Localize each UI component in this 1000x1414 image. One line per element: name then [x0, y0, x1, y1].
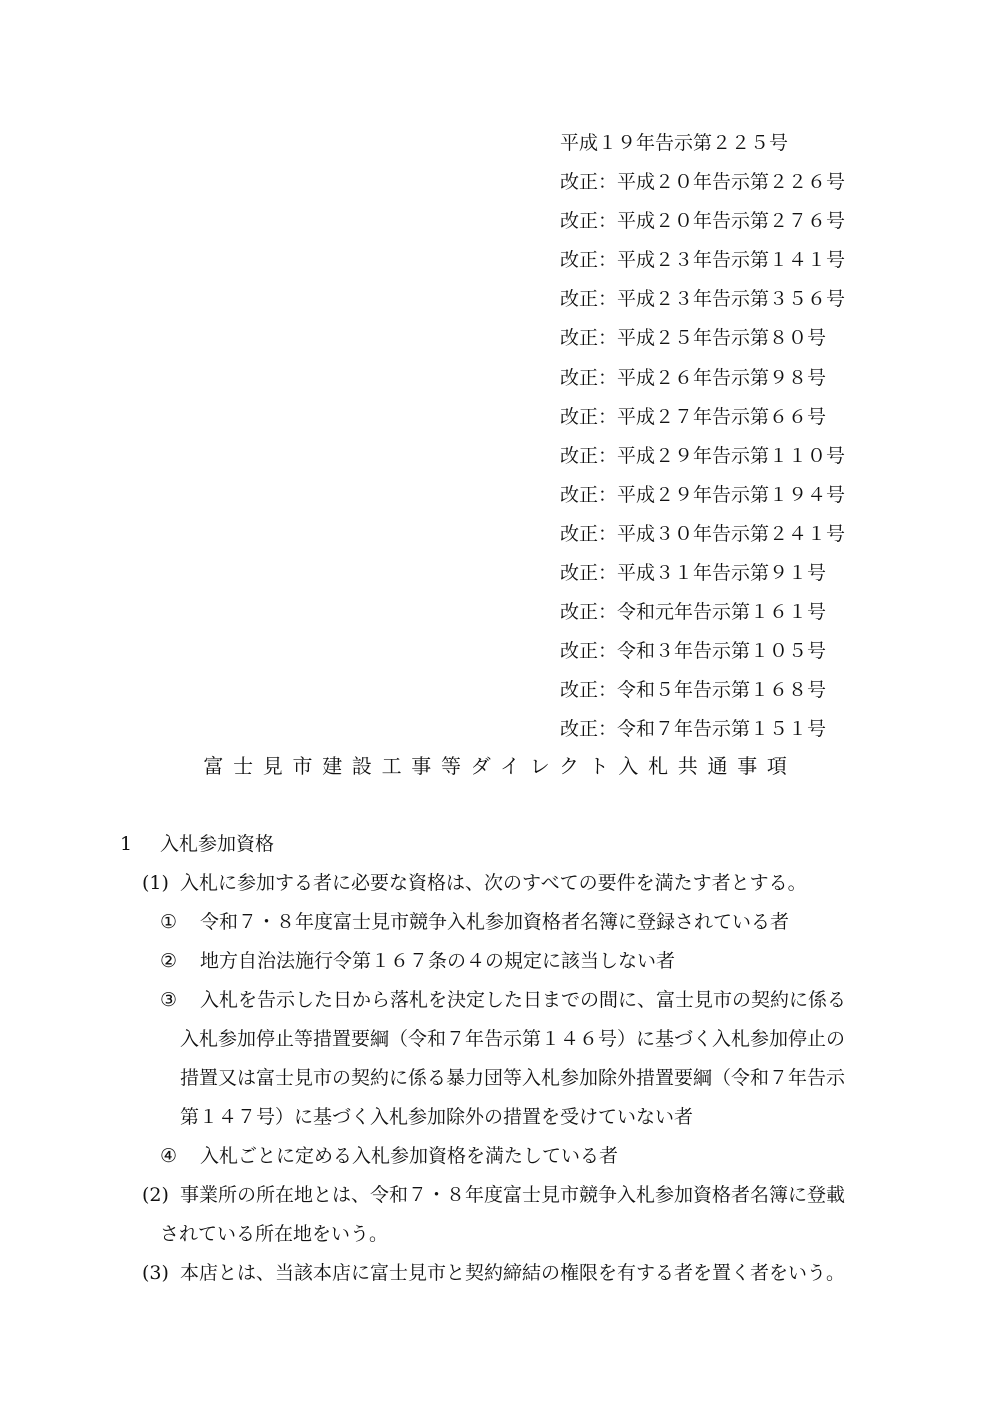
sub-item-text: 入札参加停止等措置要綱（令和７年告示第１４６号）に基づく入札参加停止の [180, 1028, 846, 1050]
sub-item-text: 地方自治法施行令第１６７条の４の規定に該当しない者 [200, 950, 676, 972]
sub-item-label: ② [160, 950, 178, 972]
history-line: 改正：平成２３年告示第１４１号 [560, 249, 846, 272]
sub-item-text: 第１４７号）に基づく入札参加除外の措置を受けていない者 [180, 1106, 694, 1128]
sub-item-text: 措置又は富士見市の契約に係る暴力団等入札参加除外措置要綱（令和７年告示 [180, 1067, 846, 1089]
history-line: 改正：令和５年告示第１６８号 [560, 679, 827, 702]
history-line: 改正：平成２０年告示第２２６号 [560, 171, 846, 194]
history-line: 改正：令和７年告示第１５１号 [560, 718, 827, 741]
amendment-history [560, 124, 980, 750]
sub-item-label: ③ [160, 989, 178, 1011]
history-line: 改正：平成２６年告示第９８号 [560, 366, 827, 389]
history-line: 改正：平成２０年告示第２７６号 [560, 210, 846, 233]
sub-item-label: ① [160, 911, 178, 933]
sub-item-text: 入札を告示した日から落札を決定した日までの間に、富士見市の契約に係る [200, 989, 847, 1011]
sub-item-text: 入札ごとに定める入札参加資格を満たしている者 [200, 1145, 619, 1167]
history-line: 改正：平成２９年告示第１１０号 [560, 444, 846, 467]
history-line: 改正：平成３０年告示第２４１号 [560, 522, 846, 545]
item-label: (2) [142, 1184, 169, 1206]
history-line: 改正：平成２７年告示第６６号 [560, 405, 827, 428]
item-text: 入札に参加する者に必要な資格は、次のすべての要件を満たす者とする。 [180, 872, 807, 894]
item-label: (1) [142, 872, 169, 894]
history-line: 改正：平成２５年告示第８０号 [560, 327, 827, 350]
history-line: 改正：平成２９年告示第１９４号 [560, 483, 846, 506]
item-text: 本店とは、当該本店に富士見市と契約締結の権限を有する者を置く者をいう。 [180, 1262, 846, 1284]
section-heading: 入札参加資格 [160, 833, 275, 855]
sub-item-label: ④ [160, 1145, 178, 1167]
item-text: されている所在地をいう。 [160, 1223, 389, 1245]
history-line: 改正：令和３年告示第１０５号 [560, 640, 827, 663]
item-label: (3) [142, 1262, 169, 1284]
history-line: 改正：平成２３年告示第３５６号 [560, 288, 846, 311]
item-text: 事業所の所在地とは、令和７・８年度富士見市競争入札参加資格者名簿に登載 [180, 1184, 846, 1206]
history-line: 改正：令和元年告示第１６１号 [560, 601, 827, 624]
sub-item-text: 令和７・８年度富士見市競争入札参加資格者名簿に登録されている者 [200, 911, 790, 933]
history-line: 平成１９年告示第２２５号 [560, 132, 789, 154]
document-title: 富士見市建設工事等ダイレクト入札共通事項 [203, 754, 797, 778]
section-number: 1 [120, 833, 133, 855]
history-line: 改正：平成３１年告示第９１号 [560, 562, 827, 585]
